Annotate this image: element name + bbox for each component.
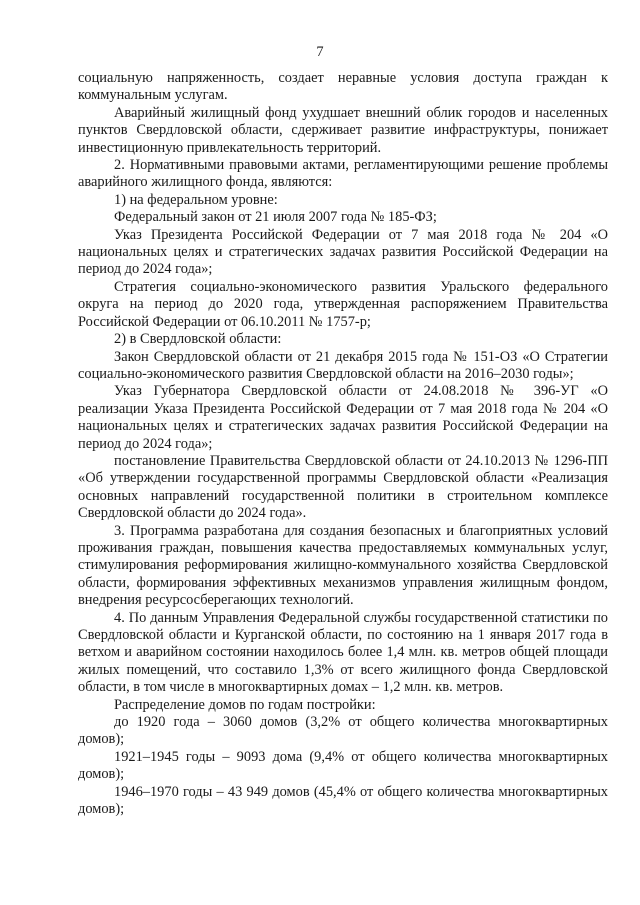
paragraph-12: 3. Программа разработана для создания безопасных и благоприятных условий проживания граждан, повышения качества предоставляемых коммунальных услуг, стимулирования реформирования жилищно-коммунального хозяйства Свердловской области, формирования эффективных механизмов управления жилищным фондом, внедрения ресурсосберегающих технологий. [78,522,608,609]
paragraph-2: Аварийный жилищный фонд ухудшает внешний облик городов и населенных пунктов Свердловской области, сдерживает развитие инфраструктуры, понижает инвестиционную привлекательность территорий. [78,104,608,156]
paragraph-3: 2. Нормативными правовыми актами, регламентирующими решение проблемы аварийного жилищного фонда, являются: [78,157,608,191]
paragraph-5: Федеральный закон от 21 июля 2007 года № 185-ФЗ; [114,209,437,226]
paragraph-1: социальную напряженность, создает неравные условия доступа граждан к коммунальным услугам. [78,70,608,104]
paragraph-8: 2) в Свердловской области: [114,331,282,348]
paragraph-15: до 1920 года – 3060 домов (3,2% от общего количества многоквартирных домов); [78,714,608,748]
document-body [78,70,608,818]
paragraph-9: Закон Свердловской области от 21 декабря 2015 года № 151-ОЗ «О Стратегии социально-экономического развития Свердловской области на 2016–2030 годы»; [78,348,608,382]
paragraph-6: Указ Президента Российской Федерации от 7 мая 2018 года № 204 «О национальных целях и стратегических задачах развития Российской Федерации на период до 2024 года»; [78,226,608,278]
paragraph-16: 1921–1945 годы – 9093 дома (9,4% от общего количества многоквартирных домов); [78,748,608,783]
paragraph-13: 4. По данным Управления Федеральной службы государственной статистики по Свердловской области и Курганской области, по состоянию на 1 января 2017 года в ветхом и аварийном состоянии находилось более 1,4 млн. кв. метров общей площади жилых помещений, что составило 1,3% от всего жилищного фонда Свердловской области, в том числе в многоквартирных домах – 1,2 млн. кв. метров. [78,609,608,696]
paragraph-4: 1) на федеральном уровне: [114,191,278,208]
paragraph-7: Стратегия социально-экономического развития Уральского федерального округа на период до 2020 года, утвержденная распоряжением Правительства Российской Федерации от 06.10.2011 № 1757-р; [78,278,608,330]
page-number: 7 [316,44,324,60]
paragraph-14: Распределение домов по годам постройки: [114,696,376,713]
paragraph-11: постановление Правительства Свердловской области от 24.10.2013 № 1296-ПП «Об утверждении государственной программы Свердловской области «Реализация основных направлений государственной политики в строительном комплексе Свердловской области до 2024 года». [78,452,608,522]
paragraph-17: 1946–1970 годы – 43 949 домов (45,4% от общего количества многоквартирных домов); [78,783,608,818]
paragraph-10: Указ Губернатора Свердловской области от 24.08.2018 № 396-УГ «О реализации Указа Президента Российской Федерации от 7 мая 2018 года № 204 «О национальных целях и стратегических задачах развития Российской Федерации на период до 2024 года»; [78,383,608,452]
